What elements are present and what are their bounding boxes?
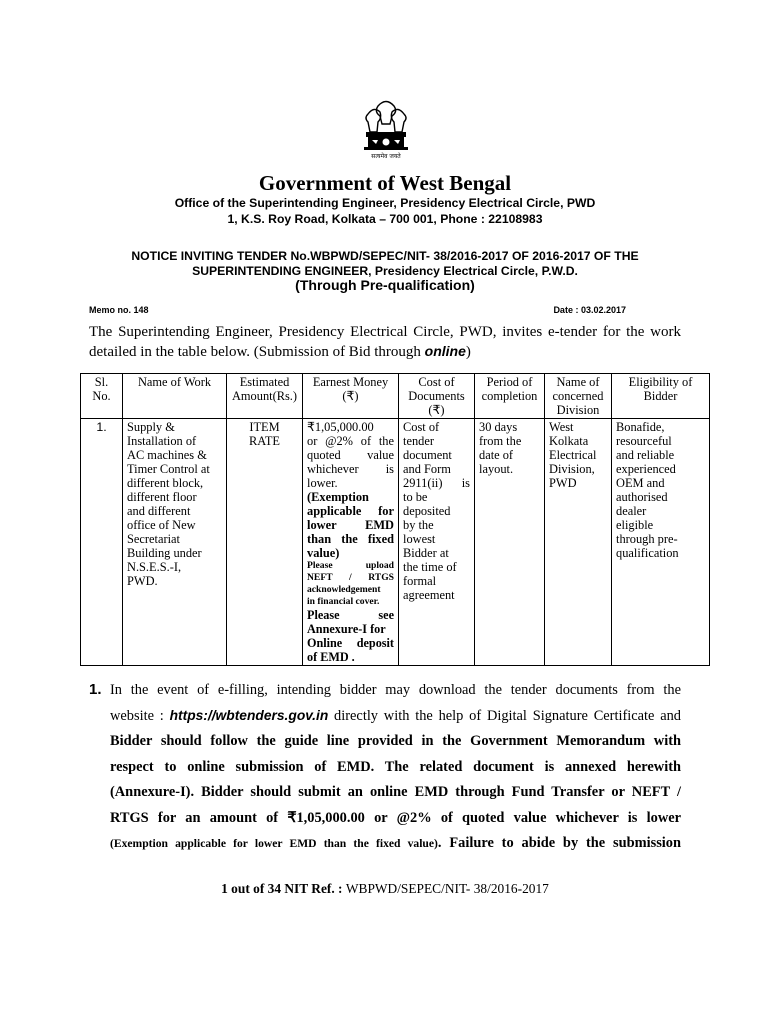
cell-eligibility: Bonafide, resourceful and reliable experienced OEM and authorised dealer eligible through pre- qualification — [612, 419, 710, 666]
cell-division: West Kolkata Electrical Division, PWD — [545, 419, 612, 666]
header-eligibility: Eligibility of Bidder — [612, 374, 710, 419]
header-earnest-money: Earnest Money (₹) — [303, 374, 399, 419]
notice-date: Date : 03.02.2017 — [553, 305, 626, 315]
clause-line: In the event of e-filling, intending bidder may download the tender documents from the — [110, 682, 681, 698]
notice-heading-line-1: NOTICE INVITING TENDER No.WBPWD/SEPEC/NIT- 38/2016-2017 OF 2016-2017 OF THE — [131, 249, 639, 263]
notice-heading-line-2: SUPERINTENDING ENGINEER, Presidency Electrical Circle, P.W.D. — [192, 264, 578, 278]
tender-website-link[interactable]: https://wbtenders.gov.in — [169, 708, 329, 723]
clause-line: respect to online submission of EMD. The related document is annexed herewith — [110, 759, 681, 775]
cell-cost-of-documents: Cost of tender document and Form 2911(ii) is to be deposited by the lowest Bidder at the time of formal agreement — [399, 419, 475, 666]
cell-estimated-amount: ITEM RATE — [227, 419, 303, 666]
cell-sl-no: 1. — [81, 419, 123, 666]
header-estimated-amount: Estimated Amount(Rs.) — [227, 374, 303, 419]
table-row — [81, 419, 710, 666]
page-footer: 1 out of 34 NIT Ref. : WBPWD/SEPEC/NIT- 38/2016-2017 — [221, 881, 549, 896]
clause-line: (Annexure-I). Bidder should submit an online EMD through Fund Transfer or NEFT / — [110, 784, 681, 800]
office-address-line-2: 1, K.S. Roy Road, Kolkata – 700 001, Phone : 22108983 — [227, 212, 543, 226]
header-sl-no: Sl. No. — [81, 374, 123, 419]
table-header-row — [81, 374, 710, 419]
page-title: Government of West Bengal — [258, 171, 512, 195]
notice-heading-line-3: (Through Pre-qualification) — [295, 277, 475, 293]
header-period-of-completion: Period of completion — [475, 374, 545, 419]
memo-number: Memo no. 148 — [89, 305, 149, 315]
clause-line: (Exemption applicable for lower EMD than the fixed value). Failure to abide by the submission — [110, 835, 681, 851]
clause-line: website : https://wbtenders.gov.in directly with the help of Digital Signature Certificate and — [110, 708, 681, 724]
emblem-motto: सत्यमेव जयते — [371, 153, 401, 160]
cell-period-of-completion: 30 days from the date of layout. — [475, 419, 545, 666]
clause-line: RTGS for an amount of ₹1,05,000.00 or @2% of quoted value whichever is lower — [110, 810, 681, 826]
header-name-of-work: Name of Work — [123, 374, 227, 419]
header-cost-of-documents: Cost of Documents (₹) — [399, 374, 475, 419]
cell-earnest-money: ₹1,05,000.00 or @2% of the quoted value whichever is lower. (Exemption applicable for lower EMD than the fixed value) Please upload NEFT / RTGS acknowledgement in financial cover. Please see Annexure-I for Online deposit of EMD . — [303, 419, 399, 666]
tender-table — [80, 373, 710, 666]
clause-line: Bidder should follow the guide line provided in the Government Memorandum with — [110, 733, 681, 749]
clause-number: 1. — [89, 681, 102, 698]
intro-paragraph: The Superintending Engineer, Presidency Electrical Circle, PWD, invites e-tender for the work detailed in the table below. (Submission of Bid through online) — [89, 324, 681, 360]
office-address-line-1: Office of the Superintending Engineer, Presidency Electrical Circle, PWD — [174, 196, 596, 210]
cell-name-of-work: Supply & Installation of AC machines & Timer Control at different block, different floor and different office of New Secretariat Building under N.S.E.S.-I, PWD. — [123, 419, 227, 666]
header-division: Name of concerned Division — [545, 374, 612, 419]
